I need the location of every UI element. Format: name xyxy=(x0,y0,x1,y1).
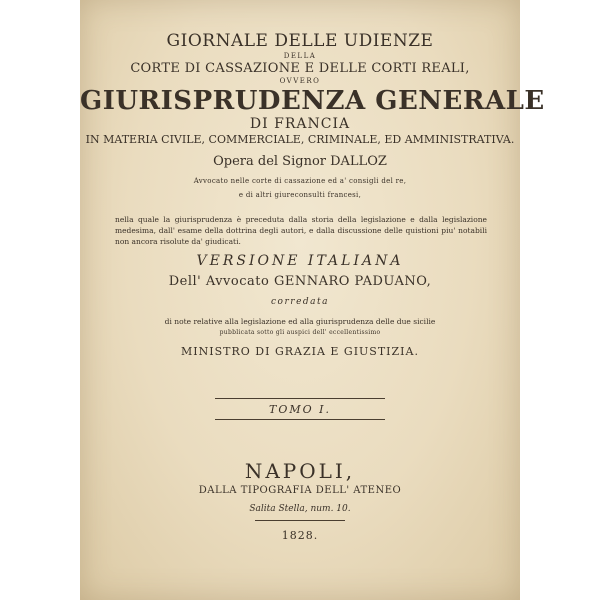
version-line: VERSIONE ITALIANA xyxy=(196,253,404,269)
corredata-line: corredata xyxy=(271,297,329,307)
rule-top xyxy=(215,398,385,399)
author-desc-2: e di altri giureconsulti francesi, xyxy=(238,191,362,199)
translator-line: Dell' Avvocato GENNARO PADUANO, xyxy=(168,274,432,289)
author-desc-1: Avvocato nelle corte di cassazione ed a' consigli del re, xyxy=(193,177,407,185)
book-title-page xyxy=(80,0,545,600)
notes-line: di note relative alla legislazione ed alla giurisprudenza delle due sicilie xyxy=(164,317,436,326)
rule-bottom xyxy=(215,419,385,420)
ministry-line: MINISTRO DI GRAZIA E GIUSTIZIA. xyxy=(181,345,419,358)
journal-title: GIORNALE DELLE UDIENZE xyxy=(166,31,434,51)
subject-line: IN MATERIA CIVILE, COMMERCIALE, CRIMINALE, ED AMMINISTRATIVA. xyxy=(85,133,515,146)
published-line: pubblicata sotto gli auspici dell' eccellentissimo xyxy=(219,329,381,336)
printer-line: DALLA TIPOGRAFIA DELL' ATENEO xyxy=(198,485,402,496)
volume-label: TOMO I. xyxy=(269,403,331,416)
connector-della: DELLA xyxy=(283,52,317,60)
main-title: GIURISPRUDENZA GENERALE xyxy=(80,86,545,116)
country-line: DI FRANCIA xyxy=(249,116,351,132)
rule-short xyxy=(255,520,345,521)
city-line: NAPOLI, xyxy=(244,459,356,483)
connector-ovvero: OVVERO xyxy=(279,77,321,85)
address-line: Salita Stella, num. 10. xyxy=(249,504,351,514)
description-paragraph: nella quale la giurisprudenza è preceduta dalla storia della legislazione e dalla legislazione medesima, dall' esame della dottrina degli autori, e dalla discussione delle quistioni piu' notabili non ancora risolute da' giudicati. xyxy=(115,215,487,246)
year-line: 1828. xyxy=(281,529,319,542)
court-line: CORTE DI CASSAZIONE E DELLE CORTI REALI, xyxy=(130,61,470,76)
author-line: Opera del Signor DALLOZ xyxy=(213,154,387,169)
